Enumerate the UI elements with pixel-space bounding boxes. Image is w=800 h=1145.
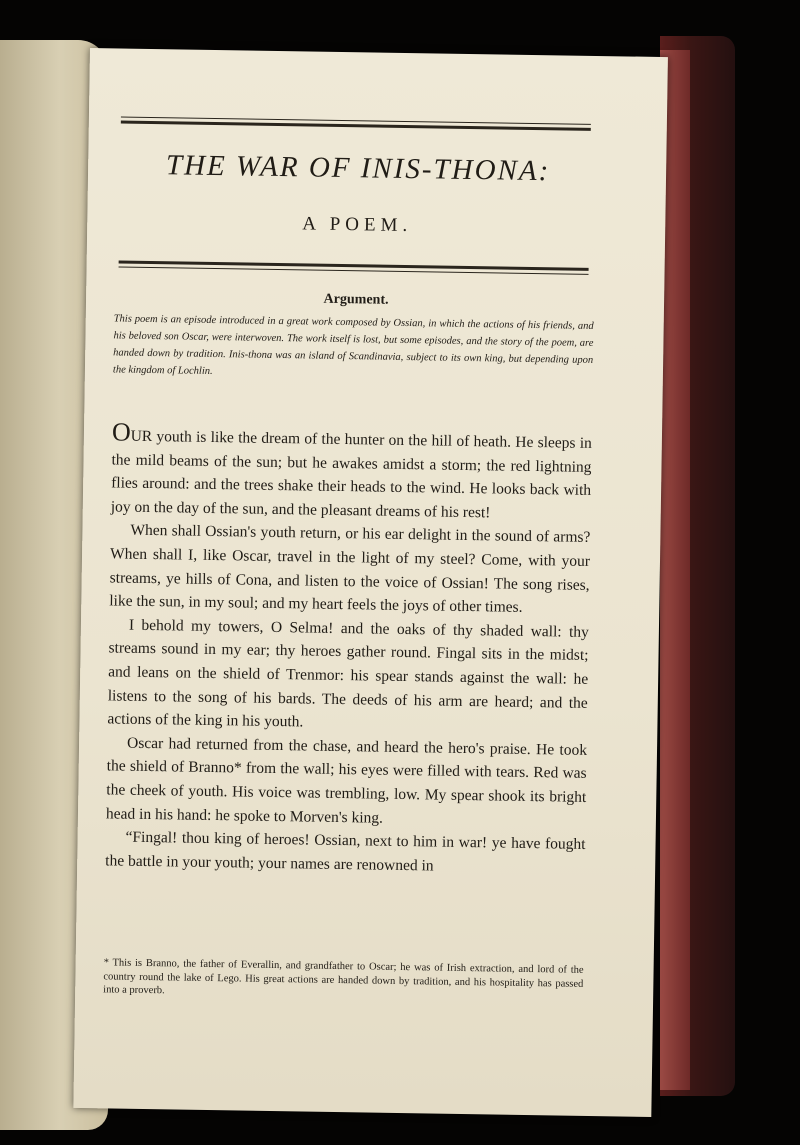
argument-heading: Argument. — [323, 291, 389, 308]
poem-body — [105, 417, 592, 880]
argument-text: This poem is an episode introduced in a great work composed by Ossian, in which the actions of his friends, and his beloved son Oscar, were interwoven. The work itself is lost, but some episodes, and the story of the poem, are handed down by tradition. Inis-thona was an island of Scandinavia, subject to its own king, but depending upon the kingdom of Lochlin. — [112, 313, 594, 377]
paragraph: When shall Ossian's youth return, or his ear delight in the sound of arms? When shall I, like Oscar, travel in the light of my steel? Come, with your streams, ye hills of Cona, and listen to the voice of Ossian! The song rises, like the sun, in my soul; and my heart feels the joys of other times. — [109, 522, 591, 617]
paragraph: Oscar had returned from the chase, and heard the hero's praise. He took the shield of Branno* from the wall; his eyes were filled with tears. Red was the cheek of youth. His voice was trembling, low. My spear shook its bright head in his hand: he spoke to Morven's king. — [105, 734, 588, 827]
drop-cap: O — [111, 417, 131, 447]
footnote: * This is Branno, the father of Everallin, and grandfather to Oscar; he was of Irish extraction, and lord of the country round the lake of Lego. His great actions are handed down by tradition, and his hospitality has passed into a proverb. — [103, 957, 584, 997]
page-title: THE WAR OF INIS-THONA: — [165, 149, 551, 188]
paragraph-text: UR youth is like the dream of the hunter on the hill of heath. He sleeps in the mild beams of the sun; but he awakes amidst a storm; the red lightning flies around: and the trees shake their heads to the wind. He looks back with joy on the day of the sun, and the pleasant dreams of his rest! — [110, 427, 592, 522]
book-page — [73, 48, 668, 1117]
page-subtitle: A POEM. — [302, 213, 413, 237]
paragraph: “Fingal! thou king of heroes! Ossian, next to him in war! ye have fought the battle in your youth; your names are renowned in — [105, 828, 586, 875]
paragraph: I behold my towers, O Selma! and the oaks of thy shaded wall: thy streams sound in my ear; thy heroes gather round. Fingal sits in the midst; and leans on the shield of Trenmor: his spear stands against the wall: he listens to the song of his bards. The deeds of his arm are heard; and the actions of the king in his youth. — [107, 616, 590, 731]
paragraph — [110, 417, 592, 526]
